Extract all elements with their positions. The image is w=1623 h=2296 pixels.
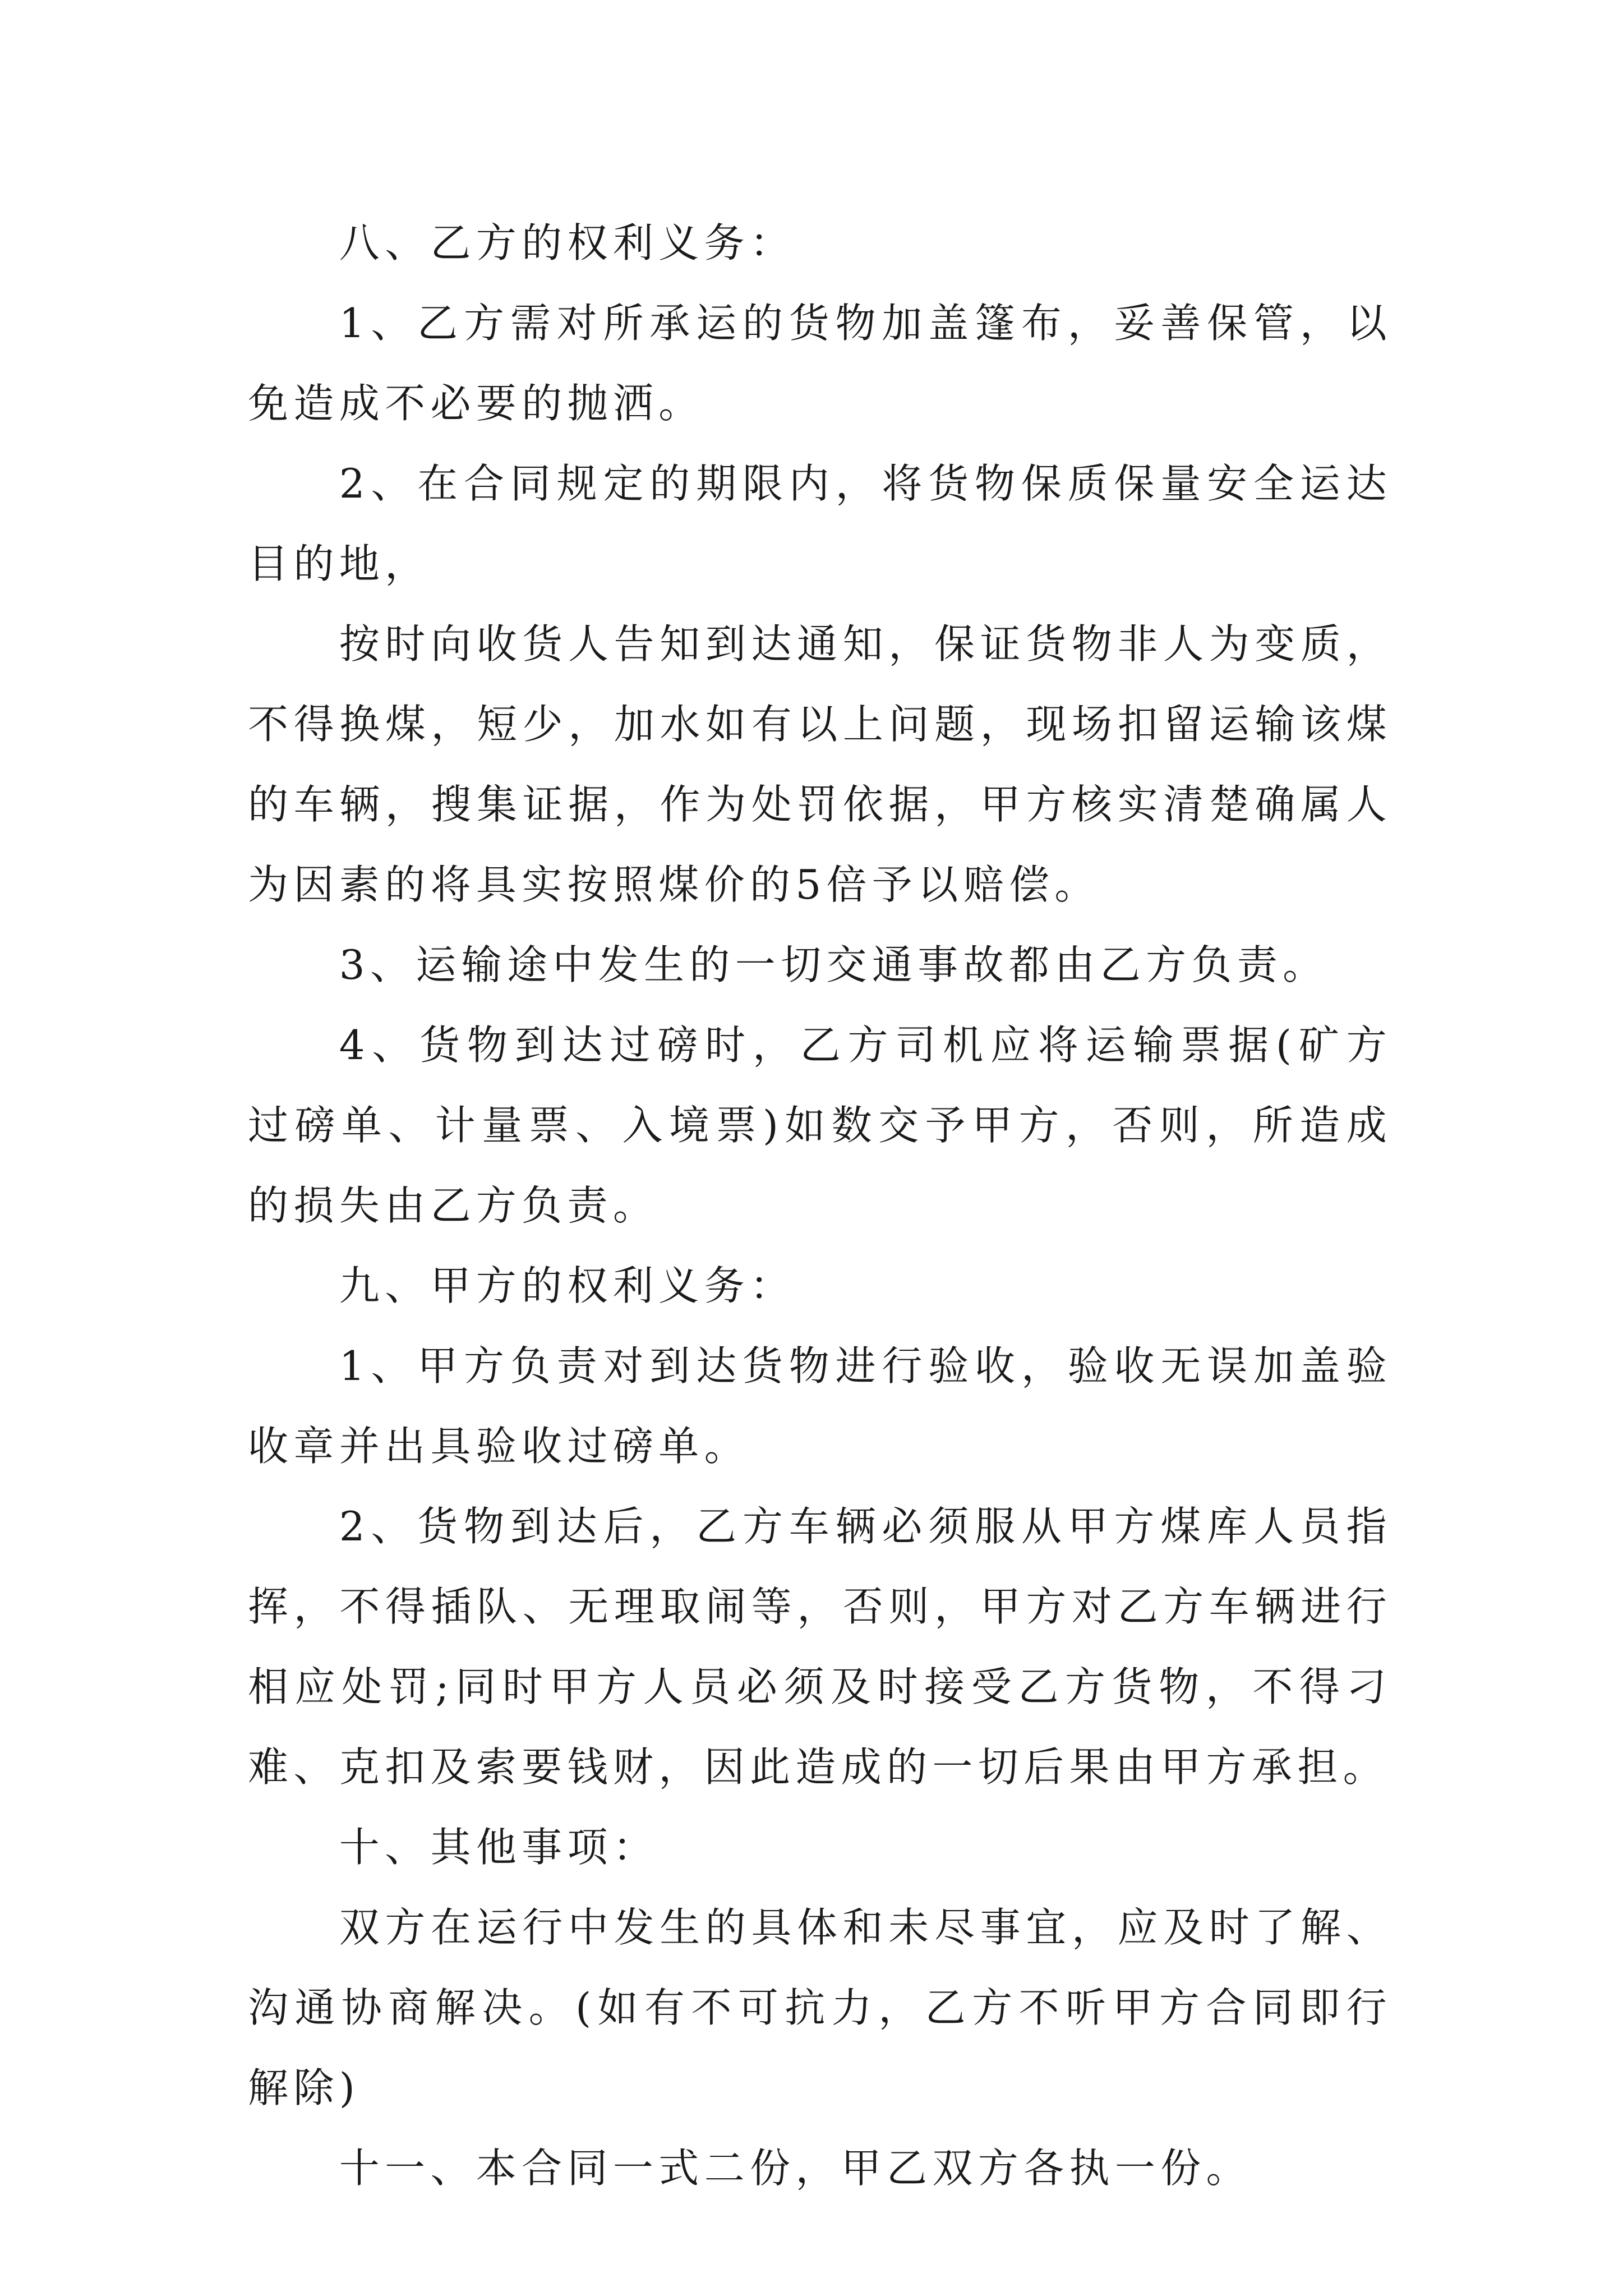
paragraph-8-1: 1、乙方需对所承运的货物加盖篷布，妥善保管，以免造成不必要的抛洒。: [248, 300, 1392, 427]
section-heading-9: 九、甲方的权利义务：: [339, 1262, 796, 1309]
document-body: [248, 203, 1392, 2208]
paragraph-8-4: 4、货物到达过磅时，乙方司机应将运输票据(矿方过磅单、计量票、入境票)如数交予甲方，否则，所造成的损失由乙方负责。: [248, 1022, 1392, 1229]
section-heading-8: 八、乙方的权利义务：: [339, 219, 796, 266]
section-heading-10: 十、其他事项：: [339, 1824, 659, 1871]
paragraph-8-2-continued: 按时向收货人告知到达通知，保证货物非人为变质，不得换煤，短少，加水如有以上问题，现场扣留运输该煤的车辆，搜集证据，作为处罚依据，甲方核实清楚确属人为因素的将具实按照煤价的5倍予以赔偿。: [248, 620, 1392, 908]
section-heading-11: 十一、本合同一式二份，甲乙双方各执一份。: [339, 2145, 1252, 2192]
paragraph-8-2: 2、在合同规定的期限内，将货物保质保量安全运达目的地，: [248, 460, 1392, 587]
paragraph-9-2: 2、货物到达后，乙方车辆必须服从甲方煤库人员指挥，不得插队、无理取闹等，否则，甲方对乙方车辆进行相应处罚;同时甲方人员必须及时接受乙方货物，不得刁难、克扣及索要钱财，因此造成的一切后果由甲方承担。: [248, 1503, 1392, 1791]
paragraph-10: 双方在运行中发生的具体和未尽事宜，应及时了解、沟通协商解决。(如有不可抗力，乙方不听甲方合同即行解除): [248, 1904, 1392, 2111]
paragraph-9-1: 1、甲方负责对到达货物进行验收，验收无误加盖验收章并出具验收过磅单。: [248, 1342, 1392, 1470]
paragraph-8-3: 3、运输途中发生的一切交通事故都由乙方负责。: [339, 941, 1329, 988]
